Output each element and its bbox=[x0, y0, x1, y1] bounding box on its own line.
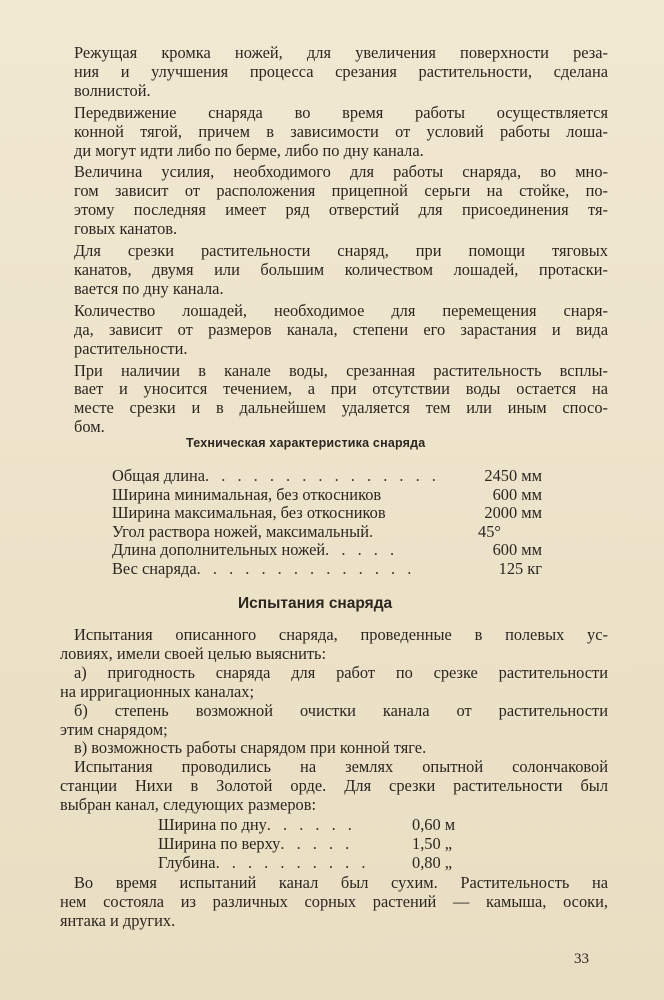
text-line: Испытания описанного снаряда, проведенные в полевых ус- bbox=[74, 625, 608, 644]
dimension-row bbox=[158, 834, 476, 853]
paragraph bbox=[60, 44, 608, 101]
dimension-label: Ширина по верху bbox=[158, 834, 281, 853]
text-line: При наличии в канале воды, срезанная растительность всплы- bbox=[74, 360, 608, 380]
spec-label: Общая длина bbox=[112, 466, 206, 485]
spec-value: 125 кг bbox=[498, 558, 542, 578]
spec-row bbox=[112, 523, 542, 542]
text-line: б) степень возможной очистки канала от растительности bbox=[74, 700, 608, 720]
dimension-value: 0,60 м bbox=[412, 815, 456, 834]
text-line: янтака и других. bbox=[60, 911, 176, 930]
dimension-value: 1,50 „ bbox=[412, 834, 453, 853]
text-line: станции Нихи в Золотой орде. Для срезки растительности был bbox=[60, 776, 608, 796]
spec-value: 2450 мм bbox=[484, 466, 542, 485]
text-line: месте срезки и в дальнейшем удаляется тем или иным спосо- bbox=[74, 398, 608, 418]
spec-label: Длина дополнительных ножей bbox=[112, 540, 326, 560]
spec-label: Угол раствора ножей, максимальный bbox=[112, 521, 369, 541]
dimension-label: Ширина по дну bbox=[158, 815, 267, 834]
text-line: Количество лошадей, необходимое для перемещения снаря- bbox=[74, 300, 608, 320]
text-line: волнистой. bbox=[74, 80, 151, 100]
text-line: Во время испытаний канал был сухим. Растительность на bbox=[74, 873, 608, 892]
body-text-tests bbox=[60, 626, 608, 815]
text-line: этим снарядом; bbox=[60, 719, 168, 739]
text-line: Величина усилия, необходимого для работы снаряда, во мно- bbox=[74, 162, 608, 182]
text-line: на ирригационных каналах; bbox=[60, 681, 255, 701]
text-line: говых канатов. bbox=[74, 219, 178, 239]
text-line: канатов, двумя или большим количеством лошадей, протаски- bbox=[74, 259, 608, 279]
text-line: а) пригодность снаряда для работ по срезке растительности bbox=[74, 662, 608, 682]
paragraph bbox=[60, 104, 608, 161]
text-line: бом. bbox=[74, 417, 105, 437]
spec-table-title: Техническая характеристика снаряда bbox=[186, 436, 426, 450]
leader-dots: . . . . . . . . . . bbox=[215, 853, 370, 872]
spec-label: Ширина минимальная, без откосников bbox=[112, 484, 382, 504]
text-line: конной тягой, причем в зависимости от условий работы лоша- bbox=[74, 121, 608, 141]
leader-dots: . . . . . . . . . . . . . . bbox=[196, 559, 416, 578]
leader-dots: . bbox=[368, 522, 378, 541]
text-line: растительности. bbox=[74, 338, 188, 358]
body-text-closing bbox=[60, 873, 608, 930]
text-line: в) возможность работы снарядом при конной тяге. bbox=[74, 738, 427, 758]
text-line: Для срезки растительности снаряд, при помощи тяговых bbox=[74, 241, 608, 261]
leader-dots: . . . . . bbox=[280, 834, 354, 853]
spec-row bbox=[112, 486, 542, 505]
spec-row bbox=[112, 541, 542, 560]
text-line: Передвижение снаряда во время работы осуществляется bbox=[74, 102, 608, 122]
text-line: ния и улучшения процесса срезания растительности, сделана bbox=[74, 61, 608, 81]
dimension-label: Глубина bbox=[158, 853, 216, 872]
leader-dots: . . . . . bbox=[325, 541, 399, 560]
spec-label: Ширина максимальная, без откосников bbox=[112, 503, 386, 523]
text-line: да, зависит от размеров канала, степени его зарастания и вида bbox=[74, 319, 608, 339]
paragraph bbox=[60, 302, 608, 359]
text-line: ловиях, имели своей целью выяснить: bbox=[60, 643, 327, 663]
spec-value: 45° bbox=[478, 521, 501, 541]
spec-value: 2000 мм bbox=[484, 503, 542, 523]
text-line: Испытания проводились на землях опытной солончаковой bbox=[74, 757, 608, 777]
dimension-row bbox=[158, 853, 476, 872]
text-line: этому последняя имеет ряд отверстий для присоединения тя- bbox=[74, 200, 608, 220]
text-line: вается по дну канала. bbox=[74, 278, 224, 298]
dimension-row bbox=[158, 815, 476, 834]
text-line: нем состояла из различных сорных растений — камыша, осоки, bbox=[60, 892, 608, 911]
paragraph bbox=[60, 362, 608, 438]
leader-dots: . . . . . . bbox=[266, 815, 356, 834]
spec-row bbox=[112, 467, 542, 486]
text-line: гом зависит от расположения прицепной серьги на стойке, по- bbox=[74, 181, 608, 201]
spec-value: 600 мм bbox=[492, 540, 542, 560]
spec-value: 600 мм bbox=[492, 484, 542, 504]
page-number: 33 bbox=[574, 951, 589, 967]
text-line: выбран канал, следующих размеров: bbox=[60, 795, 317, 815]
paragraph bbox=[60, 242, 608, 299]
spec-label: Вес снаряда bbox=[112, 558, 197, 578]
section-heading: Испытания снаряда bbox=[238, 595, 393, 612]
spec-table bbox=[112, 467, 542, 579]
text-line: ди могут идти либо по берме, либо по дну канала. bbox=[74, 140, 424, 160]
dimension-value: 0,80 „ bbox=[412, 853, 453, 872]
text-line: Режущая кромка ножей, для увеличения поверхности реза- bbox=[74, 43, 608, 62]
spec-row bbox=[112, 504, 542, 523]
leader-dots: . . . . . . . . . . . . . . . bbox=[205, 467, 440, 485]
canal-dimensions-table bbox=[158, 815, 476, 872]
text-line: вает и уносится течением, а при отсутствии воды остается на bbox=[74, 379, 608, 399]
body-text-top bbox=[60, 44, 608, 440]
paragraph bbox=[60, 163, 608, 239]
spec-row bbox=[112, 560, 542, 579]
